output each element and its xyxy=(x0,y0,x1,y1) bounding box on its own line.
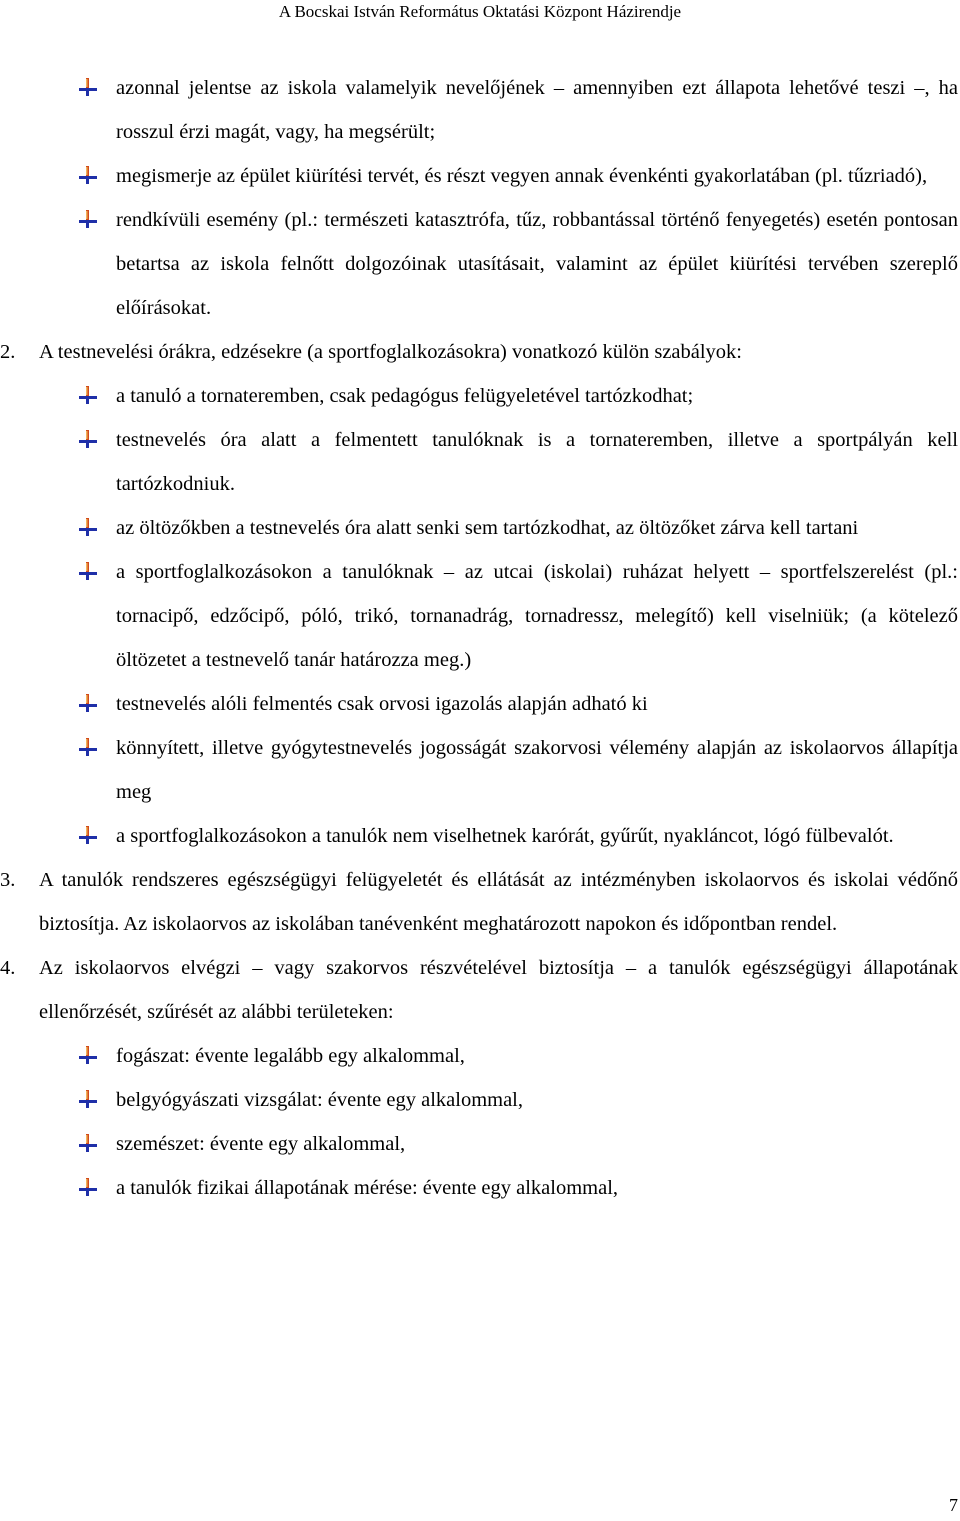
document-body xyxy=(0,66,960,1210)
numbered-paragraph-3 xyxy=(0,858,960,946)
paragraph-text: Az iskolaorvos elvégzi – vagy szakorvos részvételével biztosítja – a tanulók egészségügyi állapotának ellenőrzését, szűrését az alábbi területeken: xyxy=(39,957,958,1023)
numbered-paragraph-4 xyxy=(0,946,960,1034)
list-item-text: belgyógyászati vizsgálat: évente egy alkalommal, xyxy=(116,1089,524,1111)
numbered-paragraph-2 xyxy=(0,330,960,374)
paragraph-text: A tanulók rendszeres egészségügyi felügyeletét és ellátását az intézményben iskolaorvos és iskolai védőnő biztosítja. Az iskolaorvos az iskolában tanévenként meghatározott napokon és időpontban rendel. xyxy=(39,869,958,935)
paragraph-number: 2. xyxy=(0,341,16,363)
page-header: A Bocskai István Református Oktatási Központ Házirendje xyxy=(278,2,682,21)
list-item xyxy=(0,198,960,330)
arrow-bullet-icon xyxy=(78,1177,98,1197)
paragraph-number: 4. xyxy=(0,957,16,979)
list-item-text: a sportfoglalkozásokon a tanulóknak – az utcai (iskolai) ruházat helyett – sportfelszerelést (pl.: tornacipő, edzőcipő, póló, trikó, tornanadrág, tornadressz, melegítő) kell viselniük; (a kötelező öltözetet a testnevelő tanár határozza meg.) xyxy=(116,561,958,671)
paragraph-number: 3. xyxy=(0,869,16,891)
list-item xyxy=(0,682,960,726)
arrow-bullet-icon xyxy=(78,1045,98,1065)
list-item-text: szemészet: évente egy alkalommal, xyxy=(116,1133,406,1155)
list-item xyxy=(0,726,960,814)
list-item-text: fogászat: évente legalább egy alkalommal, xyxy=(116,1045,465,1067)
arrow-bullet-icon xyxy=(78,693,98,713)
list-item xyxy=(0,374,960,418)
arrow-bullet-icon xyxy=(78,165,98,185)
list-item-text: a sportfoglalkozásokon a tanulók nem viselhetnek karórát, gyűrűt, nyakláncot, lógó fülbevalót. xyxy=(116,825,894,847)
arrow-bullet-icon xyxy=(78,561,98,581)
bullet-list-3 xyxy=(0,1034,960,1210)
list-item xyxy=(0,1078,960,1122)
list-item-text: testnevelés alóli felmentés csak orvosi igazolás alapján adható ki xyxy=(116,693,648,715)
list-item-text: megismerje az épület kiürítési tervét, és részt vegyen annak évenkénti gyakorlatában (pl. tűzriadó), xyxy=(116,165,928,187)
arrow-bullet-icon xyxy=(78,517,98,537)
arrow-bullet-icon xyxy=(78,1089,98,1109)
arrow-bullet-icon xyxy=(78,737,98,757)
list-item-text: rendkívüli esemény (pl.: természeti katasztrófa, tűz, robbantással történő fenyegetés) esetén pontosan betartsa az iskola felnőtt dolgozóinak utasításait, valamint az épület kiürítési tervében szereplő előírásokat. xyxy=(116,209,958,319)
arrow-bullet-icon xyxy=(78,429,98,449)
list-item-text: a tanuló a tornateremben, csak pedagógus felügyeletével tartózkodhat; xyxy=(116,385,694,407)
list-item xyxy=(0,1122,960,1166)
list-item xyxy=(0,506,960,550)
list-item xyxy=(0,814,960,858)
list-item-text: a tanulók fizikai állapotának mérése: évente egy alkalommal, xyxy=(116,1177,619,1199)
list-item xyxy=(0,1166,960,1210)
bullet-list-1 xyxy=(0,66,960,330)
paragraph-text: A testnevelési órákra, edzésekre (a sportfoglalkozásokra) vonatkozó külön szabályok: xyxy=(39,341,743,363)
list-item xyxy=(0,418,960,506)
list-item-text: könnyített, illetve gyógytestnevelés jogosságát szakorvosi vélemény alapján az iskolaorvos állapítja meg xyxy=(116,737,958,803)
arrow-bullet-icon xyxy=(78,77,98,97)
arrow-bullet-icon xyxy=(78,1133,98,1153)
arrow-bullet-icon xyxy=(78,825,98,845)
list-item-text: azonnal jelentse az iskola valamelyik nevelőjének – amennyiben ezt állapota lehetővé teszi –, ha rosszul érzi magát, vagy, ha megsérült; xyxy=(116,77,958,143)
list-item-text: testnevelés óra alatt a felmentett tanulóknak is a tornateremben, illetve a sportpályán kell tartózkodniuk. xyxy=(116,429,958,495)
arrow-bullet-icon xyxy=(78,209,98,229)
arrow-bullet-icon xyxy=(78,385,98,405)
bullet-list-2 xyxy=(0,374,960,858)
page-number: 7 xyxy=(949,1495,958,1515)
list-item xyxy=(0,154,960,198)
list-item xyxy=(0,1034,960,1078)
list-item-text: az öltözőkben a testnevelés óra alatt senki sem tartózkodhat, az öltözőket zárva kell tartani xyxy=(116,517,859,539)
list-item xyxy=(0,550,960,682)
list-item xyxy=(0,66,960,154)
